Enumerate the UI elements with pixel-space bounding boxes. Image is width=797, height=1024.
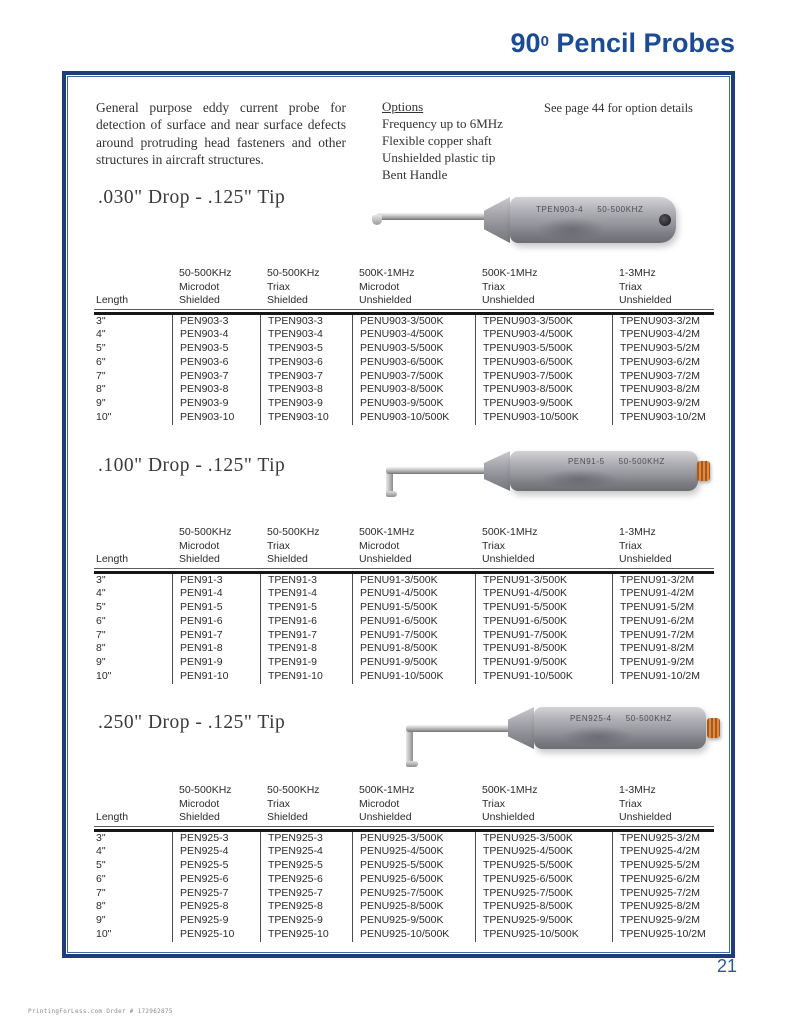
length-cell: 9" (96, 656, 106, 669)
part-number-cell: TPENU925-10/500K (475, 928, 612, 942)
column-header: 500K-1MHz Microdot Unshielded (359, 784, 415, 823)
part-number-cell: TPEN903-6 (260, 356, 352, 370)
part-number-cell: TPENU925-4/2M (612, 845, 714, 859)
length-cell: 10" (96, 670, 112, 683)
part-number-cell: TPENU903-5/2M (612, 342, 714, 356)
part-number-cell: PEN91-7 (172, 629, 260, 643)
part-number-cell: TPEN903-10 (260, 411, 352, 425)
probe-body (510, 197, 676, 243)
part-number-cell: PEN903-6 (172, 356, 260, 370)
table-body (94, 315, 714, 425)
part-number-cell: TPEN925-4 (260, 845, 352, 859)
column-header: 500K-1MHz Triax Unshielded (482, 267, 538, 306)
part-number-cell: TPEN91-7 (260, 629, 352, 643)
part-number-cell: PEN91-9 (172, 656, 260, 670)
part-number-cell: TPENU91-3/2M (612, 574, 714, 588)
probe-drop-foot (386, 491, 397, 497)
part-number-cell: TPENU925-5/2M (612, 859, 714, 873)
part-number-cell: PEN903-3 (172, 315, 260, 329)
part-number-cell: PENU91-6/500K (352, 615, 475, 629)
part-number-cell: TPENU903-10/500K (475, 411, 612, 425)
column-header: 500K-1MHz Microdot Unshielded (359, 267, 415, 306)
part-number-cell: TPENU925-5/500K (475, 859, 612, 873)
part-number-cell: PENU925-5/500K (352, 859, 475, 873)
part-number-cell: PEN925-7 (172, 887, 260, 901)
part-number-cell: TPENU903-8/2M (612, 383, 714, 397)
part-number-cell: TPEN903-3 (260, 315, 352, 329)
parts-table-100 (94, 526, 714, 684)
column-header: 50-500KHz Microdot Shielded (179, 526, 232, 565)
print-order-note: PrintingForLess.com Order # 172962875 (28, 1008, 173, 1015)
part-number-cell: TPEN925-5 (260, 859, 352, 873)
part-number-cell: TPENU903-5/500K (475, 342, 612, 356)
table-row (94, 873, 714, 887)
column-header: 50-500KHz Microdot Shielded (179, 267, 232, 306)
part-number-cell: TPENU91-4/500K (475, 587, 612, 601)
part-number-cell: TPENU925-4/500K (475, 845, 612, 859)
option-item: Bent Handle (382, 166, 448, 182)
part-number-cell: TPEN903-7 (260, 370, 352, 384)
part-number-cell: TPEN925-10 (260, 928, 352, 942)
table-header (94, 526, 714, 569)
part-number-cell: TPEN925-3 (260, 832, 352, 846)
probe-nose (484, 197, 510, 243)
part-number-cell: PENU903-6/500K (352, 356, 475, 370)
part-number-cell: PENU903-9/500K (352, 397, 475, 411)
column-header: 50-500KHz Triax Shielded (267, 267, 320, 306)
part-number-cell: TPENU925-7/2M (612, 887, 714, 901)
table-row (94, 670, 714, 684)
probe-nose (484, 451, 510, 491)
length-cell: 9" (96, 914, 106, 927)
part-number-cell: TPENU91-7/500K (475, 629, 612, 643)
part-number-cell: TPENU903-9/2M (612, 397, 714, 411)
table-header (94, 784, 714, 827)
part-number-cell: TPEN903-4 (260, 328, 352, 342)
content-box-inner-border (67, 76, 730, 953)
options-heading: Options (382, 99, 424, 114)
part-number-cell: PEN91-10 (172, 670, 260, 684)
length-cell: 8" (96, 383, 106, 396)
part-number-cell: PENU925-10/500K (352, 928, 475, 942)
table-row (94, 342, 714, 356)
length-cell: 6" (96, 614, 106, 627)
part-number-cell: TPENU903-3/500K (475, 315, 612, 329)
part-number-cell: PENU91-10/500K (352, 670, 475, 684)
part-number-cell: TPENU903-4/2M (612, 328, 714, 342)
probe-image-bent-short (320, 445, 712, 507)
part-number-cell: TPEN91-8 (260, 642, 352, 656)
part-number-cell: TPEN903-8 (260, 383, 352, 397)
part-number-cell: PEN925-5 (172, 859, 260, 873)
part-number-cell: TPENU925-9/500K (475, 914, 612, 928)
options-block (382, 99, 512, 183)
table-row (94, 928, 714, 942)
part-number-cell: TPENU925-3/500K (475, 832, 612, 846)
part-number-cell: PENU91-3/500K (352, 574, 475, 588)
probe-label: PEN91-5 50-500KHZ (568, 457, 665, 466)
length-cell: 3" (96, 831, 106, 844)
length-cell: 6" (96, 355, 106, 368)
probe-body (510, 451, 698, 491)
part-number-cell: TPEN925-6 (260, 873, 352, 887)
column-header: 1-3MHz Triax Unshielded (619, 784, 672, 823)
length-cell: 5" (96, 342, 106, 355)
part-number-cell: PENU903-3/500K (352, 315, 475, 329)
part-number-cell: PENU925-4/500K (352, 845, 475, 859)
part-number-cell: PEN91-4 (172, 587, 260, 601)
part-number-cell: TPENU91-5/500K (475, 601, 612, 615)
table-body (94, 574, 714, 684)
part-number-cell: PENU925-7/500K (352, 887, 475, 901)
table-row (94, 914, 714, 928)
table-row (94, 411, 714, 425)
table-row (94, 656, 714, 670)
table-row (94, 629, 714, 643)
part-number-cell: TPENU925-8/2M (612, 900, 714, 914)
part-number-cell: PEN925-6 (172, 873, 260, 887)
microdot-connector (707, 718, 720, 738)
parts-table-030 (94, 267, 714, 425)
part-number-cell: PEN925-9 (172, 914, 260, 928)
column-header: 1-3MHz Triax Unshielded (619, 267, 672, 306)
section-title-030-drop: .030" Drop - .125" Tip (98, 187, 286, 208)
part-number-cell: PENU903-8/500K (352, 383, 475, 397)
length-cell: 5" (96, 601, 106, 614)
part-number-cell: PENU925-6/500K (352, 873, 475, 887)
table-row (94, 356, 714, 370)
option-item: Unshielded plastic tip (382, 149, 496, 165)
length-cell: 5" (96, 859, 106, 872)
part-number-cell: PENU91-8/500K (352, 642, 475, 656)
probe-shaft (406, 725, 510, 732)
part-number-cell: PEN903-4 (172, 328, 260, 342)
part-number-cell: PEN91-5 (172, 601, 260, 615)
part-number-cell: PENU91-4/500K (352, 587, 475, 601)
column-header: 500K-1MHz Microdot Unshielded (359, 526, 415, 565)
part-number-cell: TPENU91-9/500K (475, 656, 612, 670)
part-number-cell: PEN903-5 (172, 342, 260, 356)
length-cell: 4" (96, 587, 106, 600)
degree-superscript: 0 (540, 33, 549, 50)
part-number-cell: PEN903-9 (172, 397, 260, 411)
part-number-cell: TPENU925-7/500K (475, 887, 612, 901)
part-number-cell: PEN925-10 (172, 928, 260, 942)
length-cell: 9" (96, 397, 106, 410)
part-number-cell: PENU903-4/500K (352, 328, 475, 342)
probe-image-bent-long (340, 701, 720, 769)
part-number-cell: TPENU91-9/2M (612, 656, 714, 670)
length-cell: 4" (96, 845, 106, 858)
column-header: 500K-1MHz Triax Unshielded (482, 526, 538, 565)
column-header: 1-3MHz Triax Unshielded (619, 526, 672, 565)
table-row (94, 642, 714, 656)
part-number-cell: TPENU903-3/2M (612, 315, 714, 329)
probe-tip (372, 215, 382, 225)
part-number-cell: PENU903-7/500K (352, 370, 475, 384)
length-cell: 3" (96, 573, 106, 586)
probe-image-straight (368, 189, 708, 251)
probe-body (534, 707, 706, 749)
table-row (94, 370, 714, 384)
part-number-cell: TPENU903-7/2M (612, 370, 714, 384)
part-number-cell: TPENU91-4/2M (612, 587, 714, 601)
option-item: Flexible copper shaft (382, 132, 492, 148)
length-column-header: Length (96, 553, 129, 565)
part-number-cell: TPENU91-3/500K (475, 574, 612, 588)
column-header: 500K-1MHz Triax Unshielded (482, 784, 538, 823)
part-number-cell: TPENU925-6/2M (612, 873, 714, 887)
table-row (94, 887, 714, 901)
table-body (94, 832, 714, 942)
length-cell: 7" (96, 886, 106, 899)
part-number-cell: TPENU91-10/2M (612, 670, 714, 684)
page-title: $90^0$ Pencil Probes (510, 28, 735, 58)
length-cell: 10" (96, 411, 112, 424)
table-row (94, 587, 714, 601)
part-number-cell: PENU925-3/500K (352, 832, 475, 846)
parts-table-250 (94, 784, 714, 942)
length-cell: 10" (96, 928, 112, 941)
part-number-cell: TPENU903-4/500K (475, 328, 612, 342)
probe-shaft (376, 213, 488, 220)
part-number-cell: TPEN903-9 (260, 397, 352, 411)
part-number-cell: PENU925-9/500K (352, 914, 475, 928)
part-number-cell: TPEN91-3 (260, 574, 352, 588)
section-title-250-drop: .250" Drop - .125" Tip (98, 712, 286, 733)
probe-nose (508, 707, 534, 749)
probe-shaft (386, 467, 486, 474)
table-row (94, 832, 714, 846)
part-number-cell: PEN903-7 (172, 370, 260, 384)
part-number-cell: TPENU903-9/500K (475, 397, 612, 411)
part-number-cell: TPENU903-8/500K (475, 383, 612, 397)
part-number-cell: TPENU925-3/2M (612, 832, 714, 846)
probe-endcap (659, 214, 671, 226)
part-number-cell: TPENU903-7/500K (475, 370, 612, 384)
section-title-100-drop: .100" Drop - .125" Tip (98, 455, 286, 476)
table-row (94, 615, 714, 629)
length-cell: 8" (96, 642, 106, 655)
part-number-cell: PEN91-6 (172, 615, 260, 629)
part-number-cell: PENU91-9/500K (352, 656, 475, 670)
part-number-cell: PEN903-8 (172, 383, 260, 397)
part-number-cell: PEN925-3 (172, 832, 260, 846)
table-row (94, 315, 714, 329)
table-row (94, 900, 714, 914)
see-page-note: See page 44 for option details (544, 101, 693, 115)
table-row (94, 397, 714, 411)
part-number-cell: TPEN925-7 (260, 887, 352, 901)
part-number-cell: TPEN91-4 (260, 587, 352, 601)
part-number-cell: TPENU903-6/2M (612, 356, 714, 370)
part-number-cell: TPENU903-10/2M (612, 411, 714, 425)
part-number-cell: TPENU91-10/500K (475, 670, 612, 684)
part-number-cell: TPENU91-6/500K (475, 615, 612, 629)
part-number-cell: PENU91-7/500K (352, 629, 475, 643)
table-row (94, 574, 714, 588)
length-cell: 7" (96, 369, 106, 382)
part-number-cell: PEN91-8 (172, 642, 260, 656)
probe-drop-foot (406, 761, 418, 767)
length-cell: 6" (96, 872, 106, 885)
option-item: Frequency up to 6MHz (382, 115, 503, 131)
part-number-cell: TPENU925-10/2M (612, 928, 714, 942)
table-row (94, 328, 714, 342)
table-row (94, 383, 714, 397)
part-number-cell: PEN91-3 (172, 574, 260, 588)
length-cell: 7" (96, 628, 106, 641)
table-row (94, 601, 714, 615)
table-row (94, 845, 714, 859)
part-number-cell: TPENU91-5/2M (612, 601, 714, 615)
part-number-cell: TPENU91-8/500K (475, 642, 612, 656)
length-cell: 8" (96, 900, 106, 913)
part-number-cell: TPENU91-7/2M (612, 629, 714, 643)
part-number-cell: TPEN91-5 (260, 601, 352, 615)
part-number-cell: TPEN903-5 (260, 342, 352, 356)
part-number-cell: TPENU925-9/2M (612, 914, 714, 928)
part-number-cell: PENU91-5/500K (352, 601, 475, 615)
length-cell: 3" (96, 314, 106, 327)
part-number-cell: PEN925-4 (172, 845, 260, 859)
length-column-header: Length (96, 811, 129, 823)
part-number-cell: PENU903-10/500K (352, 411, 475, 425)
part-number-cell: TPENU91-8/2M (612, 642, 714, 656)
part-number-cell: TPEN91-6 (260, 615, 352, 629)
probe-label: PEN925-4 50-500KHZ (570, 714, 673, 723)
part-number-cell: TPEN91-10 (260, 670, 352, 684)
intro-description: General purpose eddy current probe for detection of surface and near surface defects around protruding head fasteners and other structures in aircraft structures. (96, 100, 346, 167)
column-header: 50-500KHz Triax Shielded (267, 526, 320, 565)
page-number: 21 (716, 956, 737, 976)
part-number-cell: PEN925-8 (172, 900, 260, 914)
part-number-cell: TPENU925-8/500K (475, 900, 612, 914)
length-column-header: Length (96, 294, 129, 306)
part-number-cell: TPENU903-6/500K (475, 356, 612, 370)
part-number-cell: TPENU91-6/2M (612, 615, 714, 629)
column-header: 50-500KHz Microdot Shielded (179, 784, 232, 823)
part-number-cell: TPENU925-6/500K (475, 873, 612, 887)
microdot-connector (697, 461, 710, 481)
part-number-cell: TPEN925-9 (260, 914, 352, 928)
length-cell: 4" (96, 328, 106, 341)
part-number-cell: TPEN91-9 (260, 656, 352, 670)
content-box (62, 71, 735, 958)
column-header: 50-500KHz Triax Shielded (267, 784, 320, 823)
table-row (94, 859, 714, 873)
part-number-cell: PENU903-5/500K (352, 342, 475, 356)
intro-row (96, 99, 693, 183)
part-number-cell: PEN903-10 (172, 411, 260, 425)
part-number-cell: PENU925-8/500K (352, 900, 475, 914)
probe-label: TPEN903-4 50-500KHZ (536, 205, 644, 214)
part-number-cell: TPEN925-8 (260, 900, 352, 914)
table-header (94, 267, 714, 310)
